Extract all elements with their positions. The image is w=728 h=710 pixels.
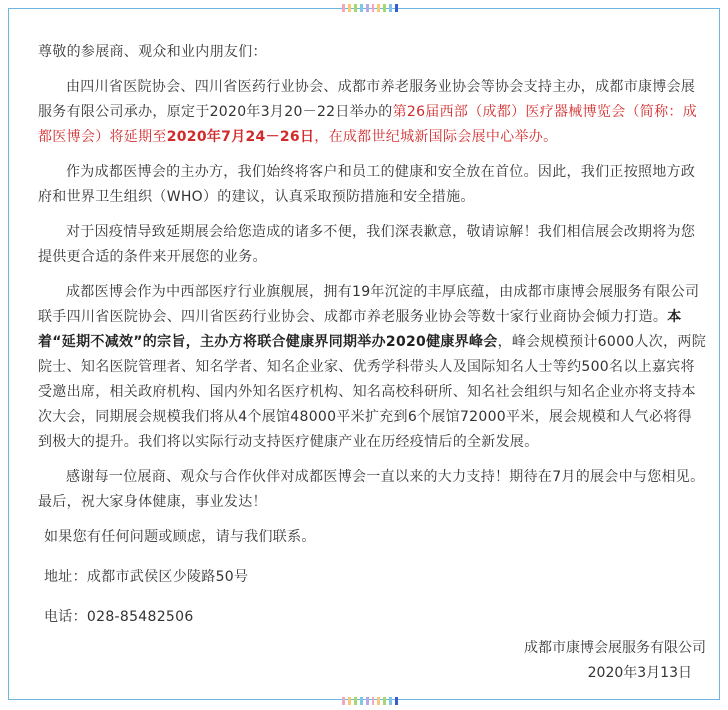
decor-stripe [395, 4, 398, 12]
p4-text-2: ，峰会规模预计6000人次，两院院士、知名医院管理者、知名学者、知名企业家、优秀学科带头人及国际知名人士等约500名以上嘉宾将受邀出席，相关政府机构、国内外知名医疗机构、知名高校科研所、知名社会组织与知名企业亦将支持本次大会，同期展会规模我们将从4个展馆48000平米扩充到6个展馆72000平米，展会规模和人气必将得到极大的提升。我们将以实际行动支持医疗健康产业在历经疫情后的全新发展。 [38, 334, 707, 450]
p1-text: 由四川省医院协会、四川省医药行业协会、成都市养老服务业协会等协会支持主办，成都市康博会展服务有限公司承办，原定于2020年3月20－22日举办的 [38, 79, 696, 120]
decor-stripe [360, 4, 363, 12]
letter-body [38, 40, 706, 645]
decor-stripe [377, 4, 380, 12]
paragraph-safety: 作为成都医博会的主办方，我们始终将客户和员工的健康和安全放在首位。因此，我们正按照地方政府和世界卫生组织（WHO）的建议，认真采取预防措施和安全措施。 [38, 164, 696, 205]
decor-stripe [389, 4, 392, 12]
p4-bold-text: 本着“延期不减效”的宗旨，主办方将联合健康界同期举办2020健康界峰会 [38, 309, 682, 350]
decor-stripe [342, 697, 345, 705]
decor-stripe [354, 697, 357, 705]
paragraph-apology: 对于因疫情导致延期展会给您造成的诸多不便，我们深表歉意，敬请谅解！我们相信展会改期将为您提供更合适的条件来开展您的业务。 [38, 224, 696, 265]
decor-stripe [389, 697, 392, 705]
paragraph-thanks: 感谢每一位展商、观众与合作伙伴对成都医博会一直以来的大力支持！期待在7月的展会中与您相见。最后，祝大家身体健康，事业发达！ [38, 469, 705, 510]
signature-date: 2020年3月13日 [587, 665, 692, 681]
decor-stripe [372, 4, 375, 12]
decor-stripe [348, 4, 351, 12]
decor-stripe [354, 4, 357, 12]
decor-stripe [342, 4, 345, 12]
p1-red-text: 第26届西部（成都）医疗器械博览会（简称：成都医博会）将延期至 [38, 104, 697, 145]
paragraph-summit [38, 280, 706, 455]
decor-stripe [383, 4, 386, 12]
decor-stripe [366, 4, 369, 12]
greeting: 尊敬的参展商、观众和业内朋友们： [38, 44, 267, 60]
decorative-bar-top [342, 4, 398, 12]
decor-stripe [383, 697, 386, 705]
paragraph-postponement [38, 75, 706, 150]
address-line: 地址：成都市武侯区少陵路50号 [44, 569, 249, 585]
decor-stripe [348, 697, 351, 705]
decor-stripe [360, 697, 363, 705]
decor-stripe [377, 697, 380, 705]
contact-line: 如果您有任何问题或顾虑，请与我们联系。 [44, 529, 316, 545]
p4-text: 成都医博会作为中西部医疗行业旗舰展，拥有19年沉淀的丰厚底蕴，由成都市康博会展服务有限公司联手四川省医院协会、四川省医药行业协会、成都市养老服务业协会等数十家行业商协会倾力打造。 [38, 284, 700, 325]
p1-red-text-2: ，在成都世纪城新国际会展中心举办。 [314, 129, 558, 145]
phone-line: 电话：028-85482506 [44, 609, 194, 625]
decorative-bar-bottom [342, 697, 398, 705]
decor-stripe [372, 697, 375, 705]
decor-stripe [366, 697, 369, 705]
decor-stripe [395, 697, 398, 705]
signature-org: 成都市康博会展服务有限公司 [524, 640, 706, 656]
new-date: 2020年7月24－26日 [166, 129, 315, 145]
